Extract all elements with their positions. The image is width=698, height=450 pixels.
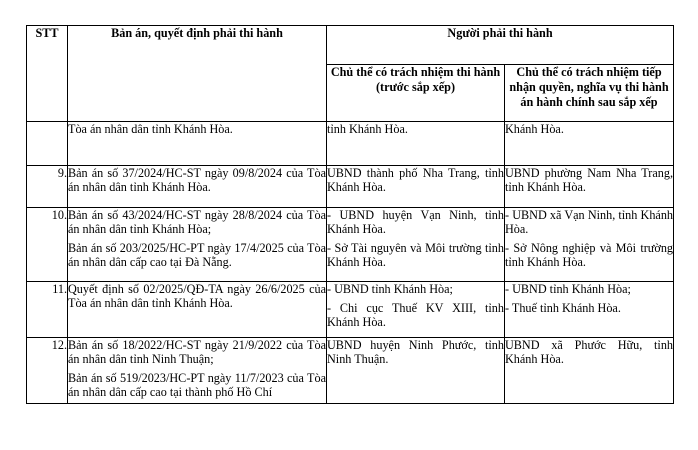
cell-text: - Sở Tài nguyên và Môi trường tỉnh Khánh Hòa. [327,241,504,269]
stt-cell [27,122,68,166]
header-before: Chủ thể có trách nhiệm thi hành (trước sắp xếp) [327,65,505,122]
cell-text: Quyết định số 02/2025/QĐ-TA ngày 26/6/2025 của Tòa án nhân dân tỉnh Khánh Hòa. [68,282,326,310]
header-stt: STT [27,26,68,122]
header-after: Chủ thể có trách nhiệm tiếp nhận quyền, nghĩa vụ thi hành án hành chính sau sắp xếp [505,65,674,122]
cell-text: Bản án số 203/2025/HC-PT ngày 17/4/2025 của Tòa án nhân dân cấp cao tại Đà Nẵng. [68,241,326,269]
stt-cell: 11. [27,282,68,338]
before-cell [327,208,505,282]
table-header-row [27,26,674,65]
judgment-cell [68,122,327,166]
stt-cell: 10. [27,208,68,282]
after-cell [505,208,674,282]
table-row [27,338,674,404]
judgment-cell [68,166,327,208]
table-row [27,166,674,208]
after-cell [505,338,674,404]
cell-text: UBND phường Nam Nha Trang, tỉnh Khánh Hòa. [505,166,674,194]
cell-text: Bản án số 519/2023/HC-PT ngày 11/7/2023 của Tòa án nhân dân cấp cao tại thành phố Hồ Chí [68,371,326,399]
cell-text: - UBND tỉnh Khánh Hòa; [327,282,453,296]
judgment-cell [68,338,327,404]
cell-text: Bản án số 18/2022/HC-ST ngày 21/9/2022 của Tòa án nhân dân tỉnh Ninh Thuận; [68,338,326,366]
header-executor: Người phải thi hành [327,26,674,65]
cell-text: - UBND xã Vạn Ninh, tỉnh Khánh Hòa. [505,208,674,236]
after-cell [505,282,674,338]
cell-text: UBND thành phố Nha Trang, tỉnh Khánh Hòa. [327,166,504,194]
cell-text: - Chi cục Thuế KV XIII, tỉnh Khánh Hòa. [327,301,504,329]
cell-text: Bản án số 37/2024/HC-ST ngày 09/8/2024 của Tòa án nhân dân tỉnh Khánh Hòa. [68,166,326,194]
stt-cell: 9. [27,166,68,208]
header-judgment: Bản án, quyết định phải thi hành [68,26,327,122]
cell-text: - UBND huyện Vạn Ninh, tỉnh Khánh Hòa. [327,208,504,236]
judgment-table [26,25,674,404]
cell-text: - UBND tỉnh Khánh Hòa; [505,282,631,296]
table-row [27,208,674,282]
cell-text: UBND huyện Ninh Phước, tỉnh Ninh Thuận. [327,338,504,366]
cell-text: Tòa án nhân dân tỉnh Khánh Hòa. [68,122,233,136]
after-cell [505,166,674,208]
judgment-cell [68,282,327,338]
before-cell [327,122,505,166]
cell-text: Khánh Hòa. [505,122,564,136]
before-cell [327,338,505,404]
before-cell [327,282,505,338]
cell-text: - Sở Nông nghiệp và Môi trường tỉnh Khánh Hòa. [505,241,674,269]
stt-cell: 12. [27,338,68,404]
table-row-continued [27,122,674,166]
cell-text: Bản án số 43/2024/HC-ST ngày 28/8/2024 của Tòa án nhân dân tỉnh Khánh Hòa; [68,208,326,236]
after-cell [505,122,674,166]
cell-text: UBND xã Phước Hữu, tỉnh Khánh Hòa. [505,338,674,366]
table-row [27,282,674,338]
cell-text: - Thuế tỉnh Khánh Hòa. [505,301,621,315]
judgment-cell [68,208,327,282]
before-cell [327,166,505,208]
cell-text: tỉnh Khánh Hòa. [327,122,408,136]
